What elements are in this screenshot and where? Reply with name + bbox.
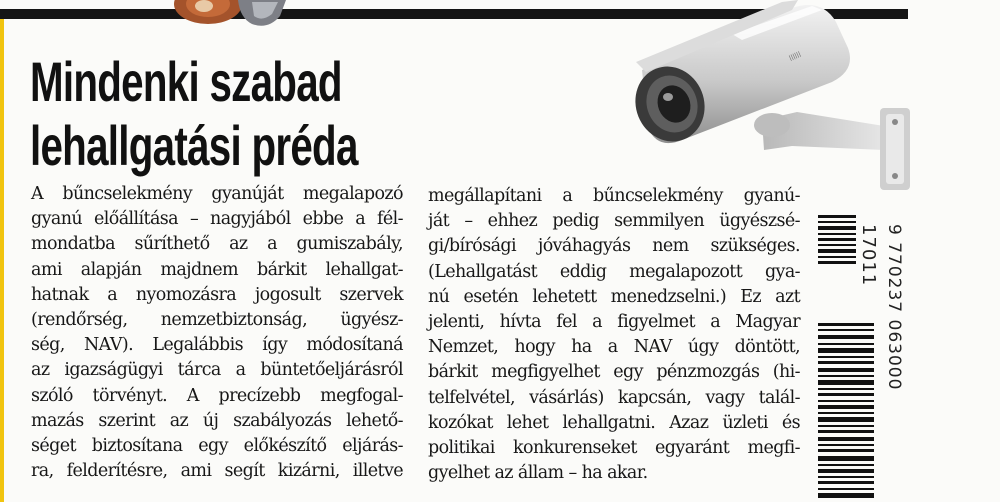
- text-line: (rendőrség, nemzetbiztonság, ügyész-: [31, 310, 403, 331]
- headline-line-2: lehallgatási préda: [30, 114, 358, 177]
- headline-line-1: Mindenki szabad: [30, 50, 342, 113]
- text-line: jelenti, hívta fel a figyelmet a Magyar: [428, 312, 800, 333]
- text-line: séget biztosítana egy előkészítő eljárás-: [31, 436, 403, 457]
- text-line: politikai konkurenseket egyaránt megfi-: [428, 438, 800, 459]
- text-line: bárkit megfigyelhet egy pénzmozgás (hi-: [428, 362, 800, 383]
- text-line last: gyelhet az állam – ha akar.: [428, 463, 648, 484]
- text-line: Nemzet, hogy ha a NAV úgy döntött,: [428, 337, 800, 358]
- violin-scroll-image: [160, 0, 300, 28]
- security-camera-image: [622, 0, 917, 200]
- text-line: mondatba sűríthető az a gumiszabály,: [31, 234, 403, 255]
- text-line: hatnak a nyomozásra jogosult szervek: [31, 284, 403, 305]
- yellow-accent-rule: [0, 19, 4, 502]
- text-line: ami alapján majdnem bárkit lehallgat-: [31, 259, 403, 280]
- text-line: ség, NAV). Legalábbis így módosítaná: [31, 335, 403, 356]
- text-line: mazás szerint az új szabályozás lehető-: [31, 410, 403, 431]
- article-headline: [30, 50, 358, 178]
- text-line: nú esetén lehetett menedzselni.) Ez azt: [428, 286, 800, 307]
- text-line: gi/bírósági jóváhagyás nem szükséges.: [428, 236, 800, 257]
- text-line: kozókat lehet lehallgatni. Azaz üzleti és: [428, 412, 800, 433]
- barcode-digits: 9 770237 063000: [884, 224, 904, 391]
- svg-text:||||||: ||||||: [787, 50, 802, 62]
- text-line: (Lehallgatást eddig megalapozott gya-: [428, 261, 800, 282]
- text-line: telfelvétel, vásárlás) kapcsán, vagy talál-: [428, 387, 800, 408]
- text-line: szóló törvényt. A precízebb megfogal-: [31, 385, 403, 406]
- text-line: az igazságügyi tárca a büntetőeljárásról: [31, 360, 403, 381]
- article-column-1: [31, 182, 403, 484]
- text-line: A bűncselekmény gyanúját megalapozó: [31, 184, 403, 204]
- text-line: gyanú előállítása – nagyjából ebbe a fél-: [31, 209, 403, 230]
- article-column-2: [428, 184, 800, 486]
- text-line: ját – ehhez pedig semmilyen ügyészsé-: [428, 211, 800, 232]
- text-line: megállapítani a bűncselekmény gyanú-: [428, 186, 800, 206]
- barcode-issue-code: 17011: [858, 224, 879, 287]
- text-line: ra, felderítésre, ami segít kizárni, illetve: [31, 461, 403, 482]
